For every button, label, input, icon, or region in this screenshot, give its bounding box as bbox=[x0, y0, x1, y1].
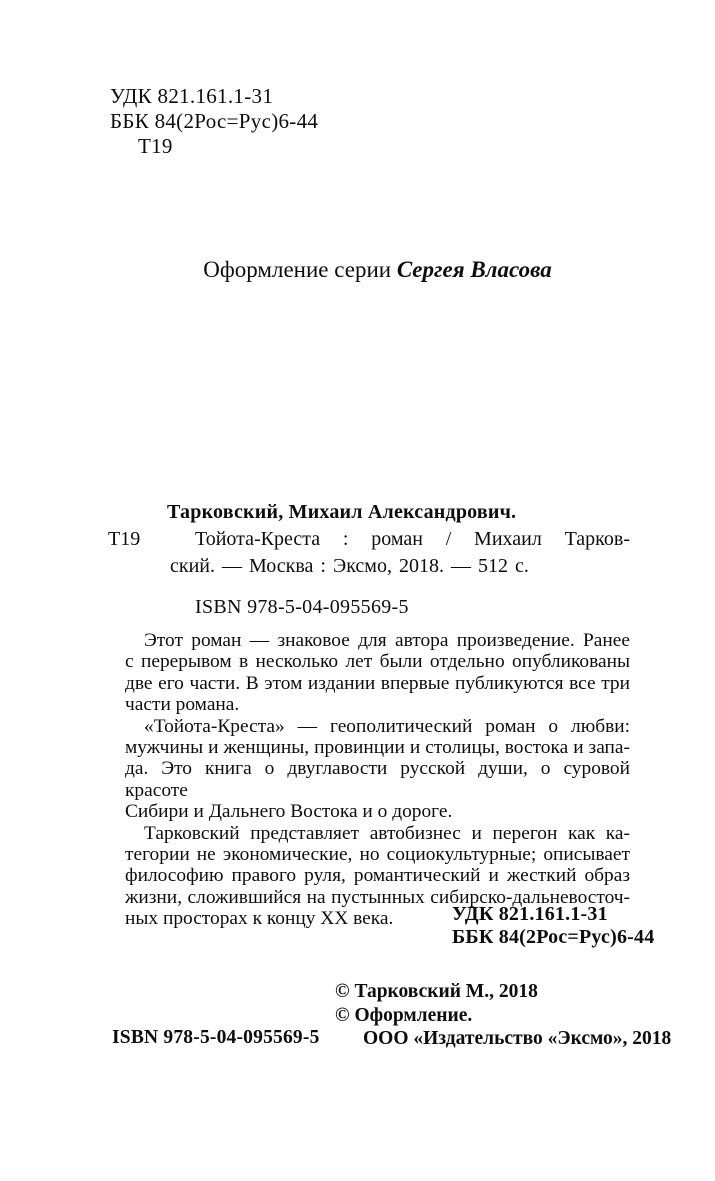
annotation-line: жизни, сложившийся на пустынных сибирско-дальневосточ- bbox=[125, 886, 630, 908]
annotation-line: Этот роман — знаковое для автора произведение. Ранее bbox=[144, 630, 630, 651]
copyright-publisher: ООО «Издательство «Эксмо», 2018 bbox=[363, 1028, 672, 1049]
annotation-line: «Тойота-Креста» — геополитический роман о любви: bbox=[144, 715, 630, 737]
series-designer-name: Сергея Власова bbox=[396, 257, 552, 282]
catalog-title-line: Тойота-Креста : роман / Михаил Тарков- bbox=[195, 528, 630, 550]
annotation-line: ных просторах к концу XX века. bbox=[125, 908, 394, 930]
annotation-line: две его части. В этом издании впервые публикуются все три bbox=[125, 672, 630, 694]
copyright-design: © Оформление. bbox=[335, 1004, 473, 1026]
annotation-block bbox=[125, 630, 630, 930]
catalog-imprint-line: ский. — Москва : Эксмо, 2018. — 512 с. bbox=[170, 555, 529, 577]
top-bibliographic-codes bbox=[110, 84, 318, 159]
annotation-line: философию правого руля, романтический и жесткий образ bbox=[125, 865, 630, 887]
annotation-line: с перерывом в несколько лет были отдельно опубликованы bbox=[125, 651, 630, 673]
footer-isbn: ISBN 978-5-04-095569-5 bbox=[112, 1027, 320, 1048]
annotation-line: Сибири и Дальнего Востока и о дороге. bbox=[125, 801, 453, 823]
author-sign-code: Т19 bbox=[138, 134, 173, 158]
annotation-line: Тарковский представляет автобизнес и перегон как ка- bbox=[144, 822, 630, 844]
copyright-block bbox=[335, 980, 671, 1051]
annotation-line: тегории не экономические, но социокультурные; описывает bbox=[125, 844, 630, 866]
annotation-line: части романа. bbox=[125, 694, 240, 716]
catalog-title-row bbox=[108, 526, 630, 553]
annotation-line: мужчины и женщины, провинции и столицы, востока и запа- bbox=[125, 737, 630, 759]
catalog-entry bbox=[108, 499, 630, 580]
series-note-prefix: Оформление серии bbox=[203, 257, 397, 282]
catalog-author-sign: Т19 bbox=[108, 528, 141, 550]
bbk-code-bottom: ББК 84(2Рос=Рус)6-44 bbox=[452, 926, 655, 948]
udc-code-bottom: УДК 821.161.1-31 bbox=[452, 903, 608, 925]
bbk-code: ББК 84(2Рос=Рус)6-44 bbox=[110, 109, 319, 133]
catalog-author: Тарковский, Михаил Александрович. bbox=[167, 501, 517, 523]
bottom-bibliographic-codes bbox=[452, 903, 654, 949]
udc-code: УДК 821.161.1-31 bbox=[110, 84, 274, 108]
catalog-isbn: ISBN 978-5-04-095569-5 bbox=[195, 596, 409, 618]
copyright-author: © Тарковский М., 2018 bbox=[335, 981, 538, 1002]
annotation-line: да. Это книга о двуглавости русской души, о суровой красоте bbox=[125, 758, 630, 801]
series-design-note bbox=[125, 257, 630, 283]
